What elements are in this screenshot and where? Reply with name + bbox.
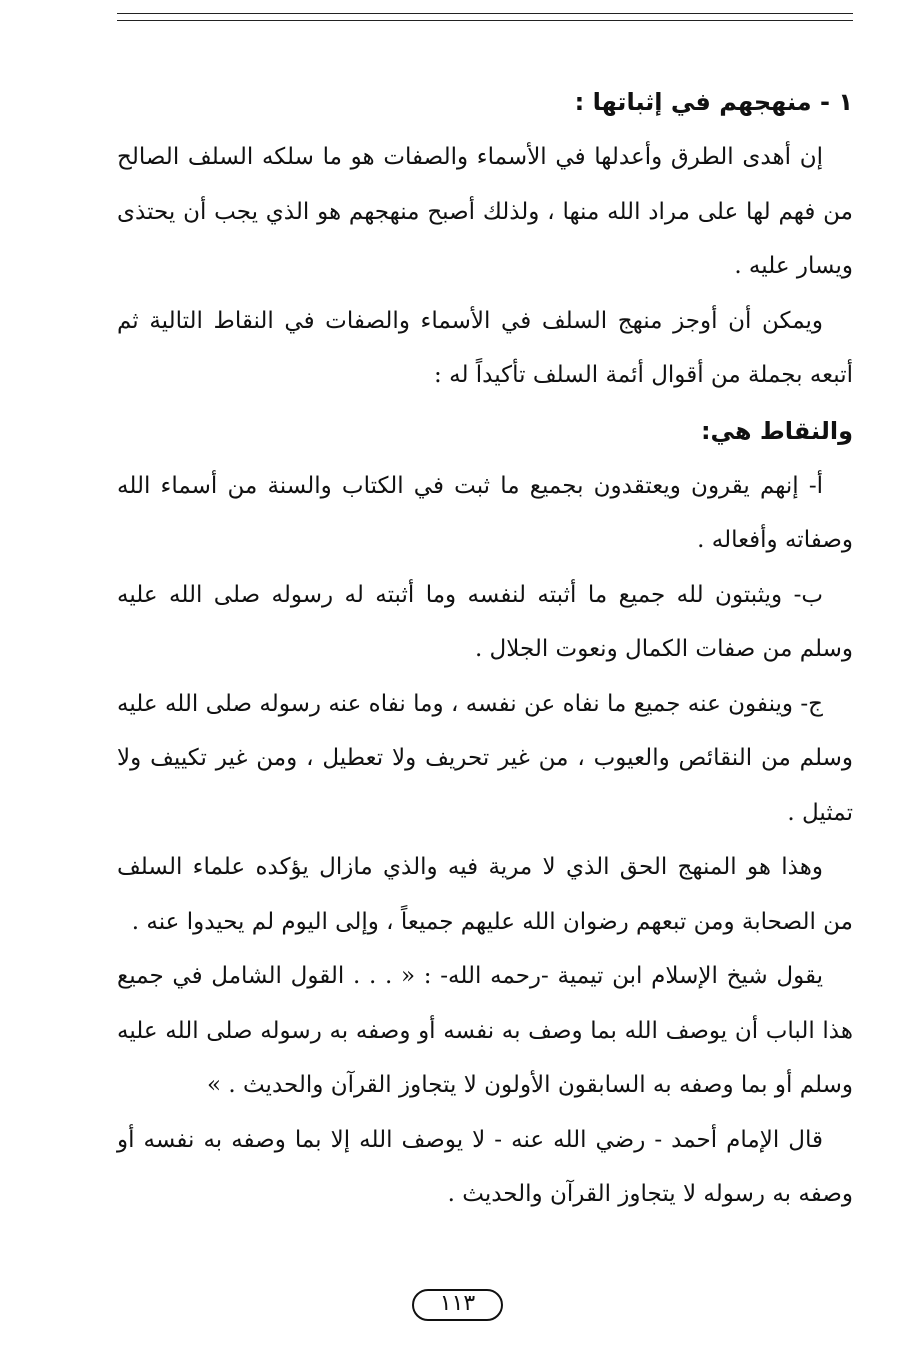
page-number: ١١٣ [412,1289,503,1321]
point-item: ب- ويثبتون لله جميع ما أثبته لنفسه وما أثبته له رسوله صلى الله عليه وسلم من صفات الكمال ونعوت الجلال . [117,581,853,662]
page-footer [0,1289,915,1321]
paragraph: قال الإمام أحمد - رضي الله عنه - لا يوصف الله إلا بما وصفه به نفسه أو وصفه به رسوله لا يتجاوز القرآن والحديث . [117,1126,853,1207]
paragraph: إن أهدى الطرق وأعدلها في الأسماء والصفات هو ما سلكه السلف الصالح من فهم لها على مراد الله منها ، ولذلك أصبح منهجهم هو الذي يجب أن يحتذى ويسار عليه . [117,144,853,279]
paragraph: وهذا هو المنهج الحق الذي لا مرية فيه والذي مازال يؤكده علماء السلف من الصحابة ومن تبعهم رضوان الله عليهم جميعاً ، وإلى اليوم لم يحيدوا عنه . [117,854,853,935]
page-body [117,74,853,1222]
top-rule-inner [117,20,853,21]
top-rule [117,13,853,14]
paragraph: ويمكن أن أوجز منهج السلف في الأسماء والصفات في النقاط التالية ثم أتبعه بجملة من أقوال أئمة السلف تأكيداً له : [117,307,853,388]
section-heading: ١ - منهجهم في إثباتها : [574,88,853,116]
point-item: ج- وينفون عنه جميع ما نفاه عن نفسه ، وما نفاه عنه رسوله صلى الله عليه وسلم من النقائص والعيوب ، من غير تحريف ولا تعطيل ، ومن غير تكييف ولا تمثيل . [117,690,853,826]
point-item: أ- إنهم يقرون ويعتقدون بجميع ما ثبت في الكتاب والسنة من أسماء الله وصفاته وأفعاله . [117,472,853,553]
quote-paragraph: يقول شيخ الإسلام ابن تيمية -رحمه الله- : « . . . القول الشامل في جميع هذا الباب أن يوصف الله بما وصف به نفسه أو وصفه به رسوله صلى الله عليه وسلم أو بما وصفه به السابقون الأولون لا يتجاوز القرآن والحديث . » [117,963,853,1098]
subheading: والنقاط هي: [700,416,853,445]
